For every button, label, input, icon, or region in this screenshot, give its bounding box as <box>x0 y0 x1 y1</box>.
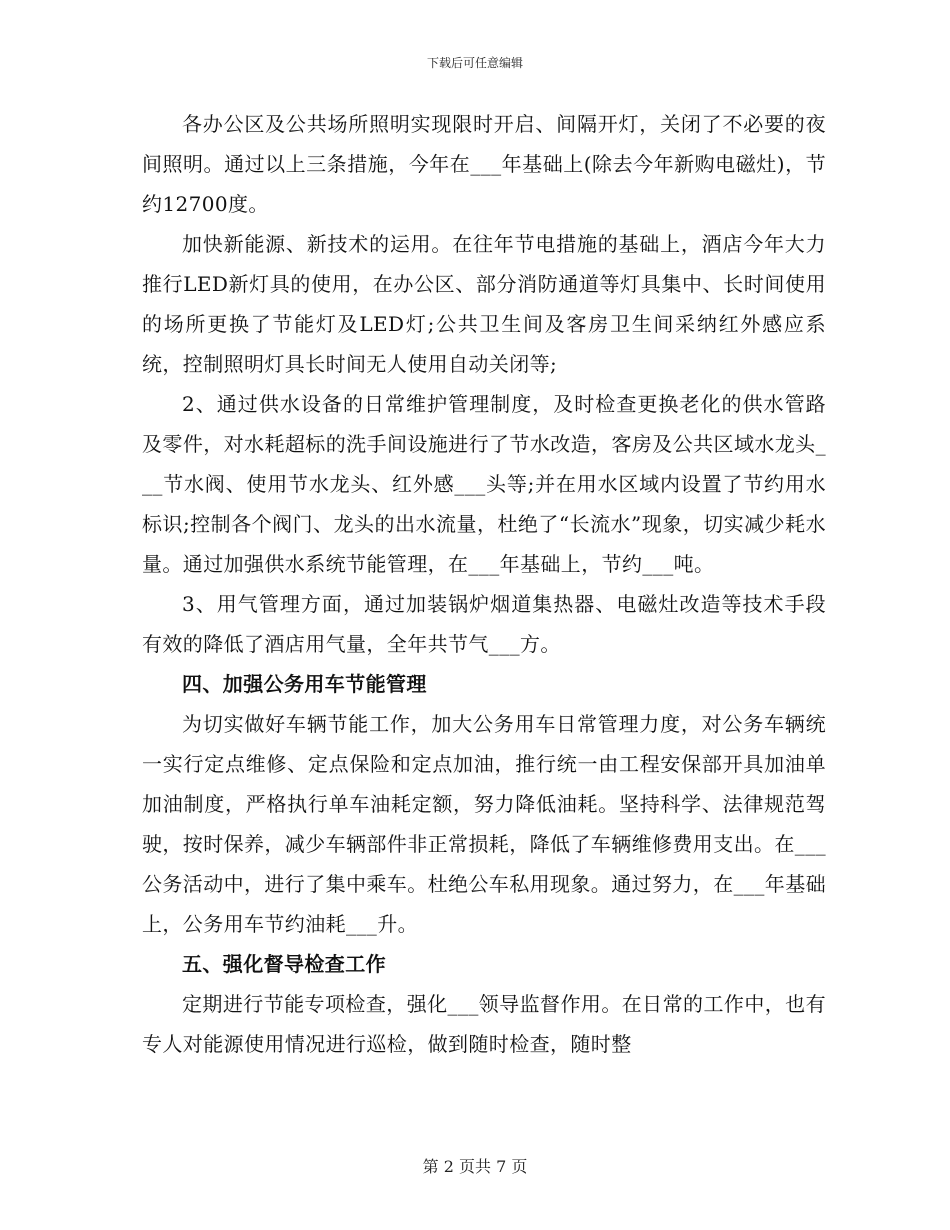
section-heading-inspection: 五、强化督导检查工作 <box>182 952 386 976</box>
page-header: 下载后可任意编辑 <box>426 56 523 70</box>
paragraph-vehicles: 为切实做好车辆节能工作，加大公务用车日常管理力度，对公务车辆统一实行定点维修、定点保险和定点加油，推行统一由工程安保部开具加油单加油制度，严格执行单车油耗定额，努力降低油耗。坚持科学、法律规范驾驶，按时保养，减少车辆部件非正常损耗，降低了车辆维修费用支出。在___公务活动中，进行了集中乘车。杜绝公车私用现象。通过努力，在___年基础上，公务用车节约油耗___升。 <box>142 712 826 936</box>
paragraph-new-energy: 加快新能源、新技术的运用。在往年节电措施的基础上，酒店今年大力推行LED新灯具的使用，在办公区、部分消防通道等灯具集中、长时间使用的场所更换了节能灯及LED灯;公共卫生间及客房卫生间采纳红外感应系统，控制照明灯具长时间无人使用自动关闭等; <box>142 232 826 376</box>
document-body <box>142 104 826 1064</box>
paragraph-inspection: 定期进行节能专项检查，强化___领导监督作用。在日常的工作中，也有专人对能源使用情况进行巡检，做到随时检查，随时整 <box>142 992 826 1056</box>
paragraph-gas-management: 3、用气管理方面，通过加装锅炉烟道集热器、电磁灶改造等技术手段有效的降低了酒店用气量，全年共节气___方。 <box>142 592 826 656</box>
paragraph-lighting: 各办公区及公共场所照明实现限时开启、间隔开灯，关闭了不必要的夜间照明。通过以上三条措施，今年在___年基础上(除去今年新购电磁灶)，节约12700度。 <box>142 112 826 216</box>
page-footer: 第 2 页共 7 页 <box>422 1157 528 1176</box>
paragraph-water-supply: 2、通过供水设备的日常维护管理制度，及时检查更换老化的供水管路及零件，对水耗超标的洗手间设施进行了节水改造，客房及公共区域水龙头___节水阀、使用节水龙头、红外感___头等;并在用水区域内设置了节约用水标识;控制各个阀门、龙头的出水流量，杜绝了“长流水”现象，切实减少耗水量。通过加强供水系统节能管理，在___年基础上，节约___吨。 <box>142 392 826 576</box>
section-heading-vehicles: 四、加强公务用车节能管理 <box>182 672 427 696</box>
